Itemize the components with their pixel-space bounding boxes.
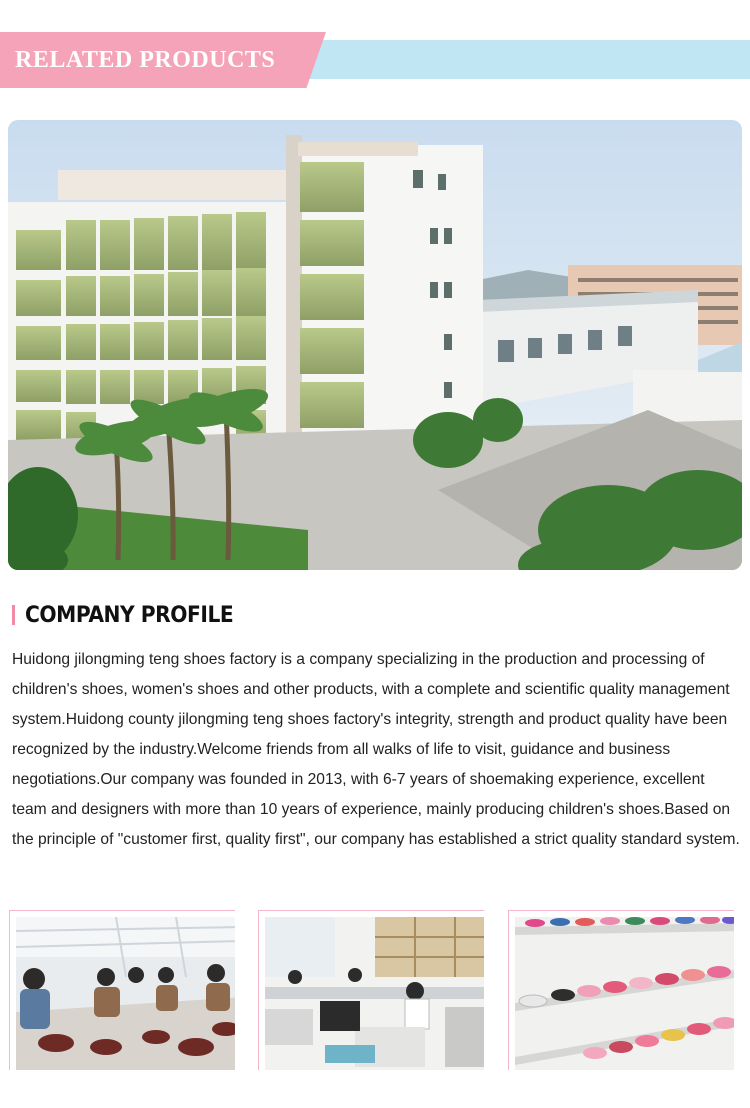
- workshop-photo-icon: [16, 917, 235, 1070]
- company-profile-text: Huidong jilongming teng shoes factory is a company specializing in the production and processing of children's shoes, women's shoes and other products, with a complete and scientific quality management system.Huidong county jilongming teng shoes factory's integrity, strength and product quality have been recognized by the industry.Welcome friends from all walks of life to visit, guidance and business negotiations.Our company was founded in 2013, with 6-7 years of shoemaking experience, excellent team and designers with more than 10 years of experience, mainly producing children's shoes.Based on the principle of "customer first, quality first", our company has established a strict quality standard system.: [12, 651, 740, 848]
- gallery-workshop: [9, 910, 235, 1070]
- heading-accent-bar: [12, 605, 15, 625]
- related-products-title: RELATED PRODUCTS: [15, 47, 276, 73]
- gallery-office: [258, 910, 484, 1070]
- factory-photo: [8, 120, 742, 570]
- related-products-banner: [0, 32, 750, 88]
- shoe-showroom-photo-icon: [515, 917, 734, 1070]
- banner-blue-stripe: [300, 40, 750, 79]
- office-photo-icon: [265, 917, 484, 1070]
- company-profile-title: COMPANY PROFILE: [25, 602, 234, 628]
- company-profile-heading: [12, 598, 251, 632]
- gallery-showroom: [508, 910, 734, 1070]
